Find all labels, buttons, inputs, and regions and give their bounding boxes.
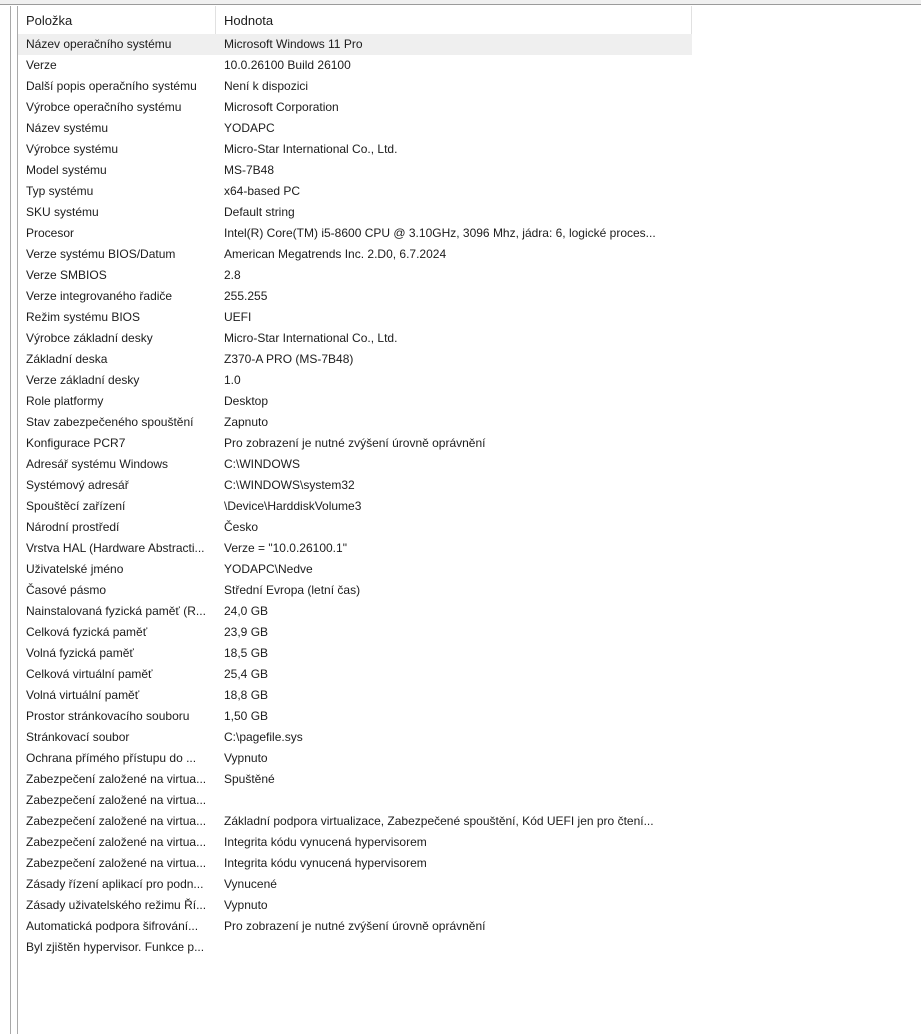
table-row[interactable] bbox=[18, 538, 692, 559]
table-cell-value: 1.0 bbox=[224, 373, 241, 387]
table-cell-value: UEFI bbox=[224, 310, 252, 324]
table-cell-value: 1,50 GB bbox=[224, 709, 269, 723]
table-cell-value: C:\WINDOWS\system32 bbox=[224, 478, 355, 492]
table-cell-value: Česko bbox=[224, 520, 259, 534]
table-cell-value: C:\WINDOWS bbox=[224, 457, 300, 471]
table-row[interactable] bbox=[18, 727, 692, 748]
table-row[interactable] bbox=[18, 160, 692, 181]
table-cell-value: 23,9 GB bbox=[224, 625, 269, 639]
table-row[interactable] bbox=[18, 97, 692, 118]
table-cell-item: Název operačního systému bbox=[26, 37, 172, 51]
table-row[interactable] bbox=[18, 202, 692, 223]
table-cell-value: YODAPC bbox=[224, 121, 275, 135]
table-row[interactable] bbox=[18, 811, 692, 832]
table-cell-value: Desktop bbox=[224, 394, 269, 408]
table-cell-item: Verze bbox=[26, 58, 57, 72]
table-cell-value: Microsoft Corporation bbox=[224, 100, 339, 114]
table-cell-item: Základní deska bbox=[26, 352, 108, 366]
table-cell-item: Model systému bbox=[26, 163, 107, 177]
table-cell-value: Vynucené bbox=[224, 877, 277, 891]
table-cell-item: Zabezpečení založené na virtua... bbox=[26, 772, 207, 786]
table-row[interactable] bbox=[18, 307, 692, 328]
table-cell-item: Celková fyzická paměť bbox=[26, 625, 148, 639]
table-cell-value: YODAPC\Nedve bbox=[224, 562, 313, 576]
table-cell-value: Zapnuto bbox=[224, 415, 269, 429]
table-row[interactable] bbox=[18, 664, 692, 685]
table-row[interactable] bbox=[18, 601, 692, 622]
table-cell-value: Intel(R) Core(TM) i5-8600 CPU @ 3.10GHz, 3096 Mhz, jádra: 6, logické proces... bbox=[224, 226, 656, 240]
table-row[interactable] bbox=[18, 139, 692, 160]
table-cell-item: Výrobce systému bbox=[26, 142, 119, 156]
table-cell-item: Automatická podpora šifrování... bbox=[26, 919, 199, 933]
table-row[interactable] bbox=[18, 895, 692, 916]
table-cell-value: Micro-Star International Co., Ltd. bbox=[224, 142, 398, 156]
table-cell-value: Základní podpora virtualizace, Zabezpečené spouštění, Kód UEFI jen pro čtení... bbox=[224, 814, 654, 828]
navigation-tree-pane bbox=[0, 6, 11, 1034]
table-cell-item: Celková virtuální paměť bbox=[26, 667, 153, 681]
table-row[interactable] bbox=[18, 874, 692, 895]
toolbar-edge bbox=[0, 0, 921, 5]
table-row[interactable] bbox=[18, 685, 692, 706]
table-row[interactable] bbox=[18, 349, 692, 370]
table-row[interactable] bbox=[18, 853, 692, 874]
table-cell-item: Byl zjištěn hypervisor. Funkce p... bbox=[26, 940, 205, 954]
table-row[interactable] bbox=[18, 328, 692, 349]
table-cell-item: Systémový adresář bbox=[26, 478, 129, 492]
table-header bbox=[18, 6, 921, 34]
table-cell-item: Další popis operačního systému bbox=[26, 79, 197, 93]
table-row[interactable] bbox=[18, 265, 692, 286]
column-header-item[interactable]: Položka bbox=[18, 6, 216, 34]
table-row[interactable] bbox=[18, 286, 692, 307]
table-row[interactable] bbox=[18, 916, 692, 937]
table-cell-value: 18,5 GB bbox=[224, 646, 269, 660]
table-cell-item: Ochrana přímého přístupu do ... bbox=[26, 751, 197, 765]
table-row[interactable] bbox=[18, 76, 692, 97]
table-row[interactable] bbox=[18, 580, 692, 601]
table-cell-item: Verze systému BIOS/Datum bbox=[26, 247, 176, 261]
table-row[interactable] bbox=[18, 391, 692, 412]
table-row[interactable] bbox=[18, 223, 692, 244]
table-cell-value: Integrita kódu vynucená hypervisorem bbox=[224, 835, 427, 849]
table-cell-item: Zásady uživatelského režimu Ří... bbox=[26, 898, 207, 912]
table-cell-item: Volná virtuální paměť bbox=[26, 688, 140, 702]
table-cell-item: Konfigurace PCR7 bbox=[26, 436, 126, 450]
table-cell-item: Stránkovací soubor bbox=[26, 730, 130, 744]
table-cell-item: Typ systému bbox=[26, 184, 94, 198]
table-cell-item: Název systému bbox=[26, 121, 109, 135]
table-cell-value: Vypnuto bbox=[224, 898, 268, 912]
table-cell-value: 25,4 GB bbox=[224, 667, 269, 681]
table-cell-value: 24,0 GB bbox=[224, 604, 269, 618]
table-cell-value: Spuštěné bbox=[224, 772, 275, 786]
table-row[interactable] bbox=[18, 118, 692, 139]
table-row[interactable] bbox=[18, 55, 692, 76]
table-row[interactable] bbox=[18, 706, 692, 727]
table-cell-item: Režim systému BIOS bbox=[26, 310, 141, 324]
table-cell-value: Micro-Star International Co., Ltd. bbox=[224, 331, 398, 345]
table-cell-item: Zabezpečení založené na virtua... bbox=[26, 814, 207, 828]
table-row[interactable] bbox=[18, 433, 692, 454]
table-cell-item: Adresář systému Windows bbox=[26, 457, 169, 471]
table-cell-value: Střední Evropa (letní čas) bbox=[224, 583, 361, 597]
table-cell-item: Role platformy bbox=[26, 394, 104, 408]
table-row[interactable] bbox=[18, 454, 692, 475]
system-summary-pane bbox=[17, 6, 921, 1034]
table-row[interactable] bbox=[18, 622, 692, 643]
table-cell-value: Integrita kódu vynucená hypervisorem bbox=[224, 856, 427, 870]
table-row[interactable] bbox=[18, 496, 692, 517]
table-cell-item: Volná fyzická paměť bbox=[26, 646, 134, 660]
table-row[interactable] bbox=[18, 244, 692, 265]
table-row[interactable] bbox=[18, 412, 692, 433]
table-cell-item: Verze SMBIOS bbox=[26, 268, 107, 282]
table-cell-item: Spouštěcí zařízení bbox=[26, 499, 126, 513]
table-cell-value: \Device\HarddiskVolume3 bbox=[224, 499, 362, 513]
table-row-selected[interactable] bbox=[18, 34, 692, 55]
table-cell-value: Microsoft Windows 11 Pro bbox=[224, 37, 363, 51]
table-row[interactable] bbox=[18, 937, 692, 958]
table-row[interactable] bbox=[18, 748, 692, 769]
table-cell-item: Zabezpečení založené na virtua... bbox=[26, 835, 207, 849]
table-cell-item: Národní prostředí bbox=[26, 520, 120, 534]
table-cell-value: 18,8 GB bbox=[224, 688, 269, 702]
table-cell-value: 10.0.26100 Build 26100 bbox=[224, 58, 351, 72]
table-row[interactable] bbox=[18, 475, 692, 496]
table-cell-item: Verze základní desky bbox=[26, 373, 140, 387]
table-row[interactable] bbox=[18, 790, 692, 811]
table-row[interactable] bbox=[18, 370, 692, 391]
table-row[interactable] bbox=[18, 559, 692, 580]
table-row[interactable] bbox=[18, 832, 692, 853]
system-summary-table-body bbox=[18, 34, 921, 958]
table-cell-item: Zásady řízení aplikací pro podn... bbox=[26, 877, 204, 891]
table-cell-item: Uživatelské jméno bbox=[26, 562, 124, 576]
table-cell-value: x64-based PC bbox=[224, 184, 301, 198]
column-header-value[interactable]: Hodnota bbox=[216, 6, 692, 34]
table-cell-value: Pro zobrazení je nutné zvýšení úrovně oprávnění bbox=[224, 436, 486, 450]
table-cell-item: Výrobce operačního systému bbox=[26, 100, 182, 114]
table-row[interactable] bbox=[18, 769, 692, 790]
table-cell-item: Vrstva HAL (Hardware Abstracti... bbox=[26, 541, 205, 555]
table-cell-item: Verze integrovaného řadiče bbox=[26, 289, 173, 303]
table-cell-item: Výrobce základní desky bbox=[26, 331, 153, 345]
table-cell-item: Zabezpečení založené na virtua... bbox=[26, 856, 207, 870]
table-row[interactable] bbox=[18, 643, 692, 664]
table-cell-value: MS-7B48 bbox=[224, 163, 275, 177]
table-cell-value: 255.255 bbox=[224, 289, 268, 303]
table-cell-item: Procesor bbox=[26, 226, 75, 240]
table-cell-value: 2.8 bbox=[224, 268, 241, 282]
table-cell-value: C:\pagefile.sys bbox=[224, 730, 303, 744]
table-cell-value: Není k dispozici bbox=[224, 79, 309, 93]
table-cell-item: SKU systému bbox=[26, 205, 99, 219]
table-row[interactable] bbox=[18, 517, 692, 538]
table-row[interactable] bbox=[18, 181, 692, 202]
table-cell-value: Verze = "10.0.26100.1" bbox=[224, 541, 347, 555]
table-cell-item: Časové pásmo bbox=[26, 583, 107, 597]
table-cell-item: Prostor stránkovacího souboru bbox=[26, 709, 190, 723]
table-cell-value: Pro zobrazení je nutné zvýšení úrovně oprávnění bbox=[224, 919, 486, 933]
table-cell-value: Vypnuto bbox=[224, 751, 268, 765]
table-cell-value: Z370-A PRO (MS-7B48) bbox=[224, 352, 354, 366]
table-cell-value: Default string bbox=[224, 205, 295, 219]
table-cell-item: Nainstalovaná fyzická paměť (R... bbox=[26, 604, 206, 618]
table-cell-item: Stav zabezpečeného spouštění bbox=[26, 415, 194, 429]
table-cell-value: American Megatrends Inc. 2.D0, 6.7.2024 bbox=[224, 247, 447, 261]
table-cell-item: Zabezpečení založené na virtua... bbox=[26, 793, 207, 807]
